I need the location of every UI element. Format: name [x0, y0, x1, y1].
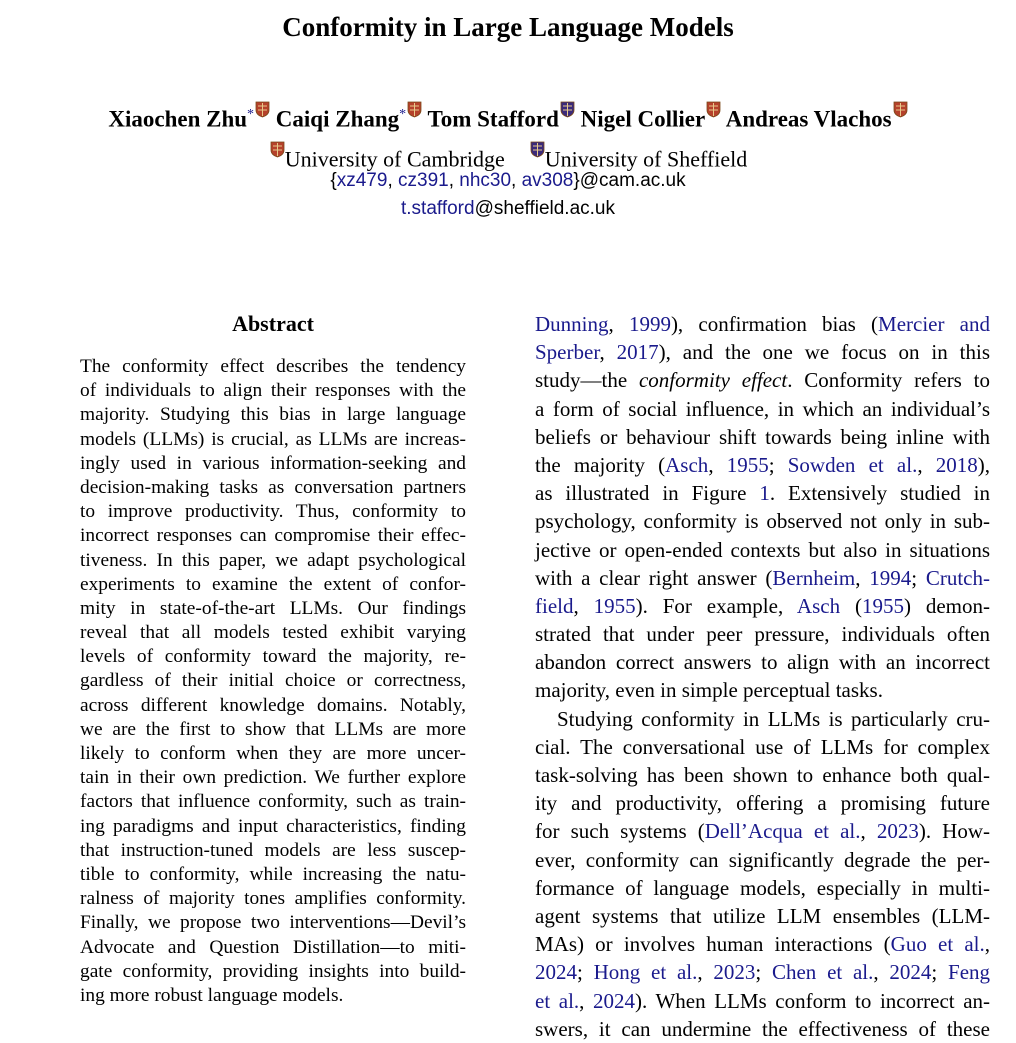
abstract-line: that instruction-tuned models are less suscep-	[80, 839, 466, 861]
citation-link[interactable]: Dunning	[535, 312, 609, 336]
body-text: ;	[931, 960, 949, 985]
abstract-line: likely to conform when they are more uncer-	[80, 743, 466, 764]
citation-link[interactable]: Sperber	[535, 340, 600, 365]
body-text: swers, it can undermine the effectiveness of these	[535, 1016, 990, 1041]
abstract-line: ralness of majority tones amplifies conformity.	[80, 888, 466, 910]
body-text: ). How-	[918, 819, 990, 844]
body-text: ,	[860, 819, 877, 844]
body-line	[535, 874, 990, 902]
citation-link[interactable]: 1999	[628, 312, 671, 336]
body-text: ), confirmation bias (	[670, 312, 879, 336]
body-line	[535, 930, 990, 958]
body-text: ,	[855, 565, 870, 590]
body-text: ,	[984, 932, 990, 957]
body-text: ,	[579, 988, 594, 1013]
abstract-line: levels of conformity toward the majority, re-	[80, 646, 466, 668]
body-line	[535, 310, 990, 338]
abstract-line: The conformity effect describes the tendency	[80, 356, 466, 377]
body-text: for such systems (	[535, 819, 705, 844]
body-text: strated that under peer pressure, individuals often	[535, 622, 990, 647]
body-text: formance of language models, especially in multi-	[535, 875, 990, 900]
body-text: ,	[697, 960, 714, 985]
abstract-line: gardless of their initial choice or correctness,	[80, 670, 466, 692]
citation-link[interactable]: 1955	[861, 593, 904, 618]
email-domain-sheffield: @sheffield.ac.uk	[474, 198, 615, 219]
body-text: . Extensively studied in	[769, 481, 990, 506]
body-text: agent systems that utilize LLM ensembles (LLM-	[535, 903, 990, 928]
affiliations	[0, 138, 1016, 172]
citation-link[interactable]: Chen et al.	[771, 960, 874, 985]
body-text: (	[840, 593, 862, 618]
author-name: Xiaochen Zhu	[108, 106, 248, 132]
abstract-line: gate conformity, providing insights into build-	[80, 960, 466, 982]
author-list	[0, 98, 1016, 133]
cambridge-crest-icon	[270, 138, 285, 155]
body-text: ,	[599, 340, 617, 365]
sheffield-crest-icon	[560, 98, 575, 115]
body-text: ,	[873, 960, 890, 985]
body-text: abandon correct answers to align with an incorrect	[535, 650, 990, 675]
abstract-line: to improve productivity. Thus, conformity to	[80, 501, 466, 523]
citation-link[interactable]: Asch	[665, 452, 709, 477]
citation-link[interactable]: 2018	[935, 452, 978, 477]
body-text: ). For example,	[635, 593, 797, 618]
abstract-line: mity in state-of-the-art LLMs. Our findings	[80, 597, 466, 619]
body-line	[535, 366, 990, 394]
body-text: ), and the one we focus on in this	[658, 340, 990, 365]
body-text: Studying conformity in LLMs is particularly cru-	[557, 706, 990, 731]
citation-link[interactable]: 1994	[869, 565, 912, 590]
body-line	[535, 676, 990, 704]
cambridge-crest-icon	[893, 98, 908, 115]
body-text: ;	[768, 452, 788, 477]
body-line	[535, 395, 990, 423]
body-text: ;	[911, 565, 926, 590]
body-line	[535, 1015, 990, 1043]
abstract-line: Advocate and Question Distillation—to miti-	[80, 936, 466, 958]
author-name: Caiqi Zhang	[275, 106, 400, 132]
abstract-line: we are the first to show that LLMs are more	[80, 718, 466, 740]
body-line	[535, 507, 990, 535]
body-line	[535, 958, 990, 986]
abstract-line: Finally, we propose two interventions—Devil’s	[80, 912, 466, 934]
body-text: ;	[755, 960, 772, 985]
abstract-line: factors that influence conformity, such as train-	[80, 791, 466, 813]
citation-link[interactable]: Dell’Acqua et al.	[704, 819, 861, 844]
abstract-line: majority. Studying this bias in large language	[80, 404, 466, 426]
body-line	[535, 451, 990, 479]
citation-link[interactable]: Sowden et al.	[787, 452, 918, 477]
body-text: MAs) or involves human interactions (	[535, 932, 891, 957]
body-line	[535, 733, 990, 761]
author-name: Andreas Vlachos	[725, 106, 892, 132]
body-text: with a clear right answer (	[535, 565, 773, 590]
abstract-line: tible to conformity, while increasing the natu-	[80, 863, 466, 885]
abstract-heading: Abstract	[232, 311, 314, 336]
email-link-nhc30[interactable]: nhc30	[459, 170, 512, 191]
citation-link[interactable]: Asch	[796, 593, 841, 618]
email-link-xz479[interactable]: xz479	[336, 170, 388, 191]
body-line	[535, 705, 990, 733]
citation-link[interactable]: 2024	[535, 960, 577, 985]
citation-link[interactable]: Bernheim	[772, 565, 856, 590]
body-line	[535, 817, 990, 845]
affiliation-sheffield: University of Sheffield	[544, 146, 748, 172]
citation-link[interactable]: Guo et al.	[890, 932, 985, 957]
body-text: ),	[977, 452, 990, 477]
body-text: a form of social influence, in which an individual’s	[535, 396, 990, 421]
abstract-line: incorrect responses can compromise their effec-	[80, 525, 466, 547]
abstract-line: across different knowledge domains. Notably,	[80, 694, 466, 716]
author-name: Nigel Collier	[580, 106, 706, 132]
body-text: ever, conformity can significantly degrade the per-	[535, 847, 990, 872]
citation-link[interactable]: 2024	[593, 988, 636, 1013]
citation-link[interactable]: 1	[759, 481, 770, 506]
body-line	[535, 338, 990, 366]
body-line	[535, 987, 990, 1015]
body-line	[535, 536, 990, 564]
body-text: ;	[577, 960, 594, 985]
body-line	[535, 648, 990, 676]
abstract-line: models (LLMs) is crucial, as LLMs are increas-	[80, 428, 466, 450]
equal-contribution-mark: *	[247, 107, 255, 122]
body-text: ,	[917, 452, 936, 477]
email-line-sheffield	[0, 198, 1016, 220]
equal-contribution-mark: *	[399, 107, 407, 122]
body-text: ity and productivity, offering a promising future	[535, 791, 990, 816]
cambridge-crest-icon	[706, 98, 721, 115]
abstract-line: reveal that all models tested exhibit varying	[80, 622, 466, 644]
body-text: ,	[608, 312, 629, 336]
body-text: jective or open-ended contexts but also in situations	[535, 537, 990, 562]
abstract-line: ing paradigms and input characteristics, finding	[80, 815, 466, 837]
cambridge-crest-icon	[407, 98, 422, 115]
body-text: study—the	[535, 368, 639, 393]
body-text: ) demon-	[903, 593, 991, 618]
body-line	[535, 592, 990, 620]
abstract-line: ingly used in various information-seeking and	[80, 452, 466, 474]
body-text: beliefs or behaviour shift towards being inline with	[535, 424, 990, 449]
author-name: Tom Stafford	[427, 106, 559, 132]
body-text: ). When LLMs conform to incorrect an-	[635, 988, 991, 1013]
body-line	[535, 789, 990, 817]
body-text: ,	[573, 593, 594, 618]
body-line	[535, 761, 990, 789]
citation-link[interactable]: et al.	[535, 988, 580, 1013]
body-text: cial. The conversational use of LLMs for complex	[535, 734, 990, 759]
citation-link[interactable]: 1955	[593, 593, 636, 618]
citation-link[interactable]: 1955	[726, 452, 769, 477]
citation-link[interactable]: 2024	[889, 960, 932, 985]
body-line	[535, 846, 990, 874]
citation-link[interactable]: 2023	[876, 819, 919, 844]
abstract-line: decision-making tasks as conversation partners	[80, 476, 466, 498]
citation-link[interactable]: 2017	[616, 340, 659, 365]
body-text: . Conformity refers to	[787, 368, 990, 393]
email-line-cambridge: {xz479, cz391, nhc30, av308}@cam.ac.uk	[330, 170, 686, 191]
abstract-line: tain in their own prediction. We further explore	[80, 767, 466, 789]
body-text: the majority (	[535, 452, 666, 477]
abstract-line: of individuals to align their responses with the	[80, 380, 466, 402]
email-link-av308[interactable]: av308	[521, 170, 574, 191]
citation-link[interactable]: Crutch-	[925, 565, 990, 590]
body-line	[535, 564, 990, 592]
body-text: as illustrated in Figure	[535, 481, 760, 506]
citation-link[interactable]: Hong et al.	[593, 960, 698, 985]
email-domain-cambridge: }@cam.ac.uk	[573, 170, 686, 191]
email-link-cz391[interactable]: cz391	[398, 170, 449, 191]
email-brace: {	[330, 170, 337, 191]
abstract-line: experiments to examine the extent of confor-	[80, 573, 466, 595]
citation-link[interactable]: field	[535, 593, 574, 618]
affiliation-cambridge: University of Cambridge	[284, 146, 505, 172]
body-text: ,	[708, 452, 727, 477]
body-text: majority, even in simple perceptual tasks.	[535, 678, 883, 703]
abstract-line: ing more robust language models.	[80, 984, 344, 1006]
paper-title: Conformity in Large Language Models	[282, 12, 734, 42]
body-line	[535, 479, 990, 507]
body-line	[535, 620, 990, 648]
abstract-line: tiveness. In this paper, we adapt psychological	[80, 549, 466, 571]
sheffield-crest-icon	[530, 138, 545, 155]
cambridge-crest-icon	[255, 98, 270, 115]
citation-link[interactable]: 2023	[713, 960, 756, 985]
body-line	[535, 423, 990, 451]
email-link-stafford[interactable]: t.stafford	[401, 198, 475, 219]
introduction-column	[535, 310, 990, 1043]
abstract-body	[80, 355, 466, 1008]
citation-link[interactable]: Feng	[948, 960, 991, 985]
citation-link[interactable]: Mercier and	[878, 312, 990, 336]
body-line	[535, 902, 990, 930]
body-text: psychology, conformity is observed not only in sub-	[535, 509, 990, 534]
body-text: conformity effect	[638, 368, 788, 393]
body-text: task-solving has been shown to enhance both qual-	[535, 763, 990, 787]
